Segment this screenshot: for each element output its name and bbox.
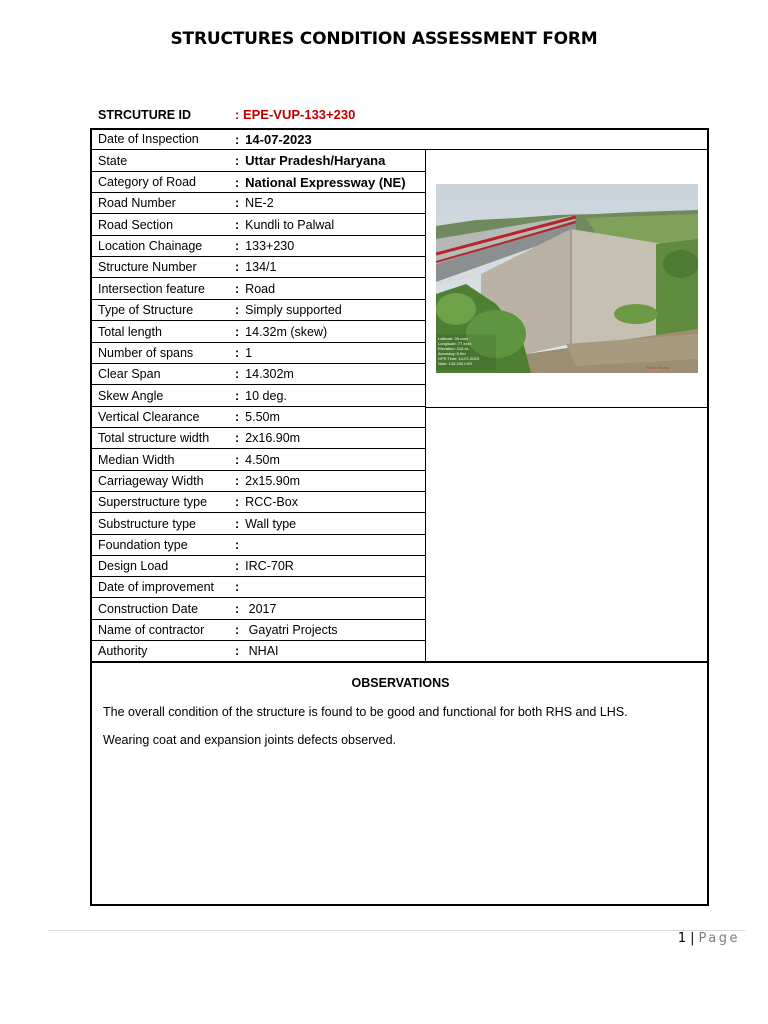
svg-text:Photo Stamp: Photo Stamp: [646, 365, 670, 370]
field-colon: :: [235, 218, 240, 232]
field-label: Clear Span: [98, 367, 161, 381]
field-row: [92, 641, 425, 662]
field-label: Structure Number: [98, 260, 197, 274]
field-label: Authority: [98, 644, 148, 658]
field-row: [92, 492, 425, 513]
field-row: [92, 129, 709, 150]
footer-separator: |: [690, 931, 695, 946]
field-colon: :: [235, 176, 240, 190]
field-colon: :: [235, 559, 240, 573]
field-value: [235, 428, 300, 449]
field-colon: :: [235, 196, 240, 210]
field-value: [235, 535, 245, 556]
field-value-text: Uttar Pradesh/Haryana: [245, 153, 386, 168]
field-value: [235, 556, 294, 577]
structure-photo: [436, 184, 698, 373]
field-row: [92, 236, 425, 257]
field-label: State: [98, 154, 128, 168]
observations-title: OBSERVATIONS: [351, 676, 450, 690]
field-label: Date of improvement: [98, 580, 215, 594]
field-value-text: National Expressway (NE): [245, 175, 406, 190]
field-value-text: NE-2: [245, 196, 274, 210]
field-value-text: 10 deg.: [245, 389, 287, 403]
field-colon: :: [235, 239, 240, 253]
field-colon: :: [235, 260, 240, 274]
field-value: [235, 214, 334, 236]
field-value: [235, 257, 276, 278]
field-colon: :: [235, 303, 240, 317]
field-colon: :: [235, 453, 240, 467]
field-value: [235, 321, 327, 343]
field-value: [235, 513, 296, 535]
field-value-text: Kundli to Palwal: [245, 218, 335, 232]
svg-text:Accuracy: 5.0m: Accuracy: 5.0m: [438, 351, 466, 356]
field-value-text: 134/1: [245, 260, 277, 274]
svg-text:Longitude: 77.xxxx: Longitude: 77.xxxx: [438, 341, 472, 346]
field-colon: :: [235, 580, 240, 594]
field-label: Construction Date: [98, 602, 199, 616]
svg-text:GPS Time: 14-07-2023: GPS Time: 14-07-2023: [438, 356, 479, 361]
field-row: [92, 577, 425, 598]
field-value: [235, 193, 274, 214]
field-value-text: 1: [245, 346, 253, 360]
field-row: [92, 364, 425, 385]
field-value: [235, 364, 294, 385]
field-label: Substructure type: [98, 517, 196, 531]
field-colon: :: [235, 474, 240, 488]
field-value: [235, 385, 287, 407]
field-row: [92, 513, 425, 535]
field-colon: :: [235, 538, 240, 552]
field-value-text: 5.50m: [245, 410, 280, 424]
field-colon: :: [235, 367, 240, 381]
svg-text:Elevation: 216.xx: Elevation: 216.xx: [438, 346, 469, 351]
field-row: [92, 278, 425, 300]
photo-cell-divider: [425, 407, 709, 408]
field-label: Type of Structure: [98, 303, 194, 317]
field-value: [235, 300, 342, 321]
form-title: STRUCTURES CONDITION ASSESSMENT FORM: [170, 29, 598, 49]
field-value-text: 2x15.90m: [245, 474, 301, 488]
field-colon: :: [235, 346, 240, 360]
field-colon: :: [235, 517, 240, 531]
field-value: [235, 343, 252, 364]
field-value: [235, 278, 275, 300]
field-row: [92, 428, 425, 449]
field-label: Date of Inspection: [98, 132, 199, 146]
field-label: Vertical Clearance: [98, 410, 200, 424]
field-row: [92, 214, 425, 236]
field-value: [235, 449, 280, 471]
field-row: [92, 321, 425, 343]
field-label: Category of Road: [98, 175, 196, 189]
field-label: Foundation type: [98, 538, 188, 552]
field-value-text: Gayatri Projects: [245, 623, 338, 637]
field-row: [92, 257, 425, 278]
field-value: [235, 129, 312, 151]
field-value-text: 14.32m (skew): [245, 325, 328, 339]
observation-line-1: The overall condition of the structure is found to be good and functional for both RHS and LHS.: [103, 705, 628, 719]
field-label: Intersection feature: [98, 282, 206, 296]
field-value-text: Road: [245, 282, 276, 296]
page-word: Page: [698, 931, 740, 946]
page-footer: [678, 931, 740, 946]
svg-text:Latitude: 28.xxxx: Latitude: 28.xxxx: [438, 336, 469, 341]
field-colon: :: [235, 282, 240, 296]
field-label: Superstructure type: [98, 495, 208, 509]
field-value: [235, 598, 276, 620]
field-row: [92, 407, 425, 428]
field-value-text: IRC-70R: [245, 559, 294, 573]
field-colon: :: [235, 389, 240, 403]
field-value-text: Wall type: [245, 517, 297, 531]
structure-id-label: STRCUTURE ID: [98, 108, 192, 122]
field-row: [92, 300, 425, 321]
observation-line-2: Wearing coat and expansion joints defects observed.: [103, 733, 397, 747]
field-colon: :: [235, 644, 240, 658]
field-row: [92, 598, 425, 620]
field-row: [92, 620, 425, 641]
field-value: [235, 236, 294, 257]
field-label: Road Section: [98, 218, 174, 232]
field-label: Median Width: [98, 453, 175, 467]
page-number: 1: [677, 931, 687, 946]
field-value: [235, 620, 338, 641]
field-row: [92, 193, 425, 214]
field-value-text: NHAI: [245, 644, 279, 658]
field-colon: :: [235, 133, 240, 147]
field-value-text: 2017: [245, 602, 277, 616]
field-label: Road Number: [98, 196, 176, 210]
field-row: [92, 535, 425, 556]
field-colon: :: [235, 431, 240, 445]
column-divider: [425, 150, 426, 662]
field-value: [235, 471, 300, 492]
field-row: [92, 556, 425, 577]
field-value: [235, 577, 245, 598]
field-colon: :: [235, 154, 240, 168]
structure-id-value: : EPE-VUP-133+230: [235, 107, 356, 122]
field-row: [92, 343, 425, 364]
field-row: [92, 172, 425, 193]
field-value: [235, 492, 298, 513]
field-value: [235, 407, 280, 428]
field-value-text: 2x16.90m: [245, 431, 301, 445]
field-row: [92, 150, 425, 172]
field-colon: :: [235, 325, 240, 339]
field-label: Skew Angle: [98, 389, 164, 403]
field-row: [92, 385, 425, 407]
field-label: Number of spans: [98, 346, 194, 360]
field-label: Location Chainage: [98, 239, 203, 253]
field-value-text: 4.50m: [245, 453, 280, 467]
field-colon: :: [235, 495, 240, 509]
field-value-text: 133+230: [245, 239, 295, 253]
field-label: Total length: [98, 325, 162, 339]
field-label: Name of contractor: [98, 623, 205, 637]
field-value: [235, 172, 406, 194]
field-row: [92, 449, 425, 471]
svg-text:Note: 133.230 LHS: Note: 133.230 LHS: [438, 361, 473, 366]
field-colon: :: [235, 602, 240, 616]
field-value-text: 14.302m: [245, 367, 294, 381]
field-value-text: 14-07-2023: [245, 132, 312, 147]
field-value: [235, 150, 385, 172]
footer-rule: [48, 930, 745, 931]
observations-divider: [92, 661, 709, 663]
field-label: Total structure width: [98, 431, 210, 445]
field-colon: :: [235, 410, 240, 424]
field-value-text: RCC-Box: [245, 495, 298, 509]
field-row: [92, 471, 425, 492]
field-label: Design Load: [98, 559, 169, 573]
field-colon: :: [235, 623, 240, 637]
field-value: [235, 641, 279, 662]
field-value-text: Simply supported: [245, 303, 342, 317]
field-label: Carriageway Width: [98, 474, 204, 488]
